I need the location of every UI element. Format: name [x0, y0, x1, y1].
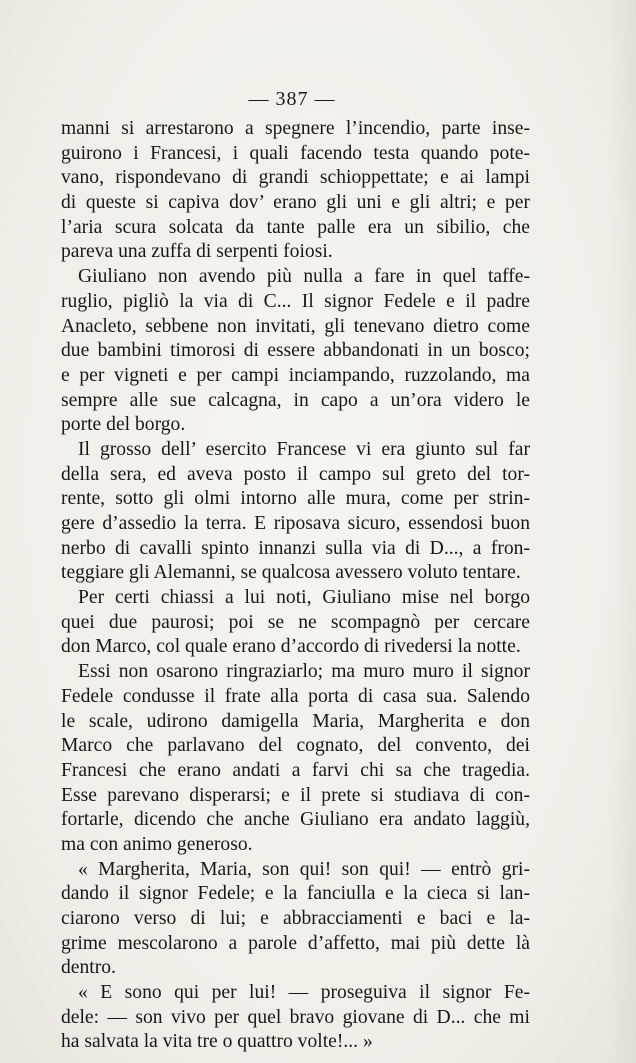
text-line: gere d’assedio la terra. E riposava sicuro, essendosi buon: [61, 513, 530, 534]
text-line: ha salvata la vita tre o quattro volte!... »: [61, 1031, 373, 1053]
text-line: vano, rispondevano di grandi schioppettate; e ai lampi: [61, 167, 530, 189]
text-line: dele: — son vivo per quel bravo giovane di D... che mi: [61, 1006, 530, 1028]
text-line: quei due paurosi; poi se ne scompagnò per cercare: [61, 611, 530, 633]
text-line: Per certi chiassi a lui noti, Giuliano mise nel borgo: [78, 587, 530, 609]
text-line: « Margherita, Maria, son qui! son qui! — entrò gri-: [78, 858, 530, 880]
text-line: fortarle, dicendo che anche Giuliano era andato laggiù,: [61, 809, 530, 831]
text-line: due bambini timorosi di essere abbandonati in un bosco;: [61, 340, 530, 362]
page-edge-shadow: [608, 0, 636, 1063]
page-number: — 387 —: [248, 88, 336, 110]
text-line: Fedele condusse il frate alla porta di casa sua. Salendo: [61, 685, 530, 707]
text-line: guirono i Francesi, i quali facendo testa quando pote-: [61, 142, 530, 164]
text-line: Anacleto, sebbene non invitati, gli tenevano dietro come: [61, 315, 530, 337]
text-line: e per vigneti e per campi inciampando, ruzzolando, ma: [61, 364, 530, 386]
text-line: don Marco, col quale erano d’accordo di rivedersi la notte.: [61, 636, 521, 658]
text-line: l’aria scura solcata da tante palle era un sibilio, che: [61, 216, 530, 238]
body-text: [61, 117, 530, 1055]
text-line: Il grosso dell’ esercito Francese vi era giunto sul far: [78, 438, 530, 460]
text-line: Essi non osarono ringraziarlo; ma muro muro il signor: [78, 661, 530, 683]
text-line: Giuliano non avendo più nulla a fare in quel taffe-: [78, 266, 530, 288]
text-line: « E sono qui per lui! — proseguiva il signor Fe-: [78, 982, 530, 1004]
text-line: dando il signor Fedele; e la fanciulla e la cieca si lan-: [61, 883, 530, 905]
text-line: sempre alle sue calcagna, in capo a un’ora videro le: [61, 389, 530, 411]
text-line: porte del borgo.: [61, 414, 186, 436]
text-line: Francesi che erano andati a farvi chi sa che tragedia.: [61, 759, 530, 781]
text-line: ruglio, pigliò la via di C... Il signor Fedele e il padre: [61, 290, 530, 312]
text-line: manni si arrestarono a spegnere l’incendio, parte inse-: [61, 118, 530, 139]
text-line: pareva una zuffa di serpenti foiosi.: [61, 241, 333, 263]
text-line: le scale, udirono damigella Maria, Margherita e don: [61, 710, 530, 732]
text-line: teggiare gli Alemanni, se qualcosa avessero voluto tentare.: [61, 562, 521, 584]
text-line: Marco che parlavano del cognato, del convento, dei: [61, 735, 530, 757]
text-line: ciarono verso di lui; e abbracciamenti e baci e la-: [61, 908, 530, 929]
text-line: grime mescolarono a parole d’affetto, mai più dette là: [61, 932, 530, 954]
text-line: ma con animo generoso.: [61, 833, 253, 855]
text-line: rente, sotto gli olmi intorno alle mura, come per strin-: [61, 488, 530, 510]
text-line: di queste si capiva dov’ erano gli uni e gli altri; e per: [61, 192, 530, 214]
text-line: dentro.: [61, 957, 116, 979]
text-line: nerbo di cavalli spinto innanzi sulla via di D..., a fron-: [61, 537, 530, 559]
text-line: Esse parevano disperarsi; e il prete si studiava di con-: [61, 784, 530, 806]
text-line: della sera, ed aveva posto il campo sul greto del tor-: [61, 463, 530, 485]
